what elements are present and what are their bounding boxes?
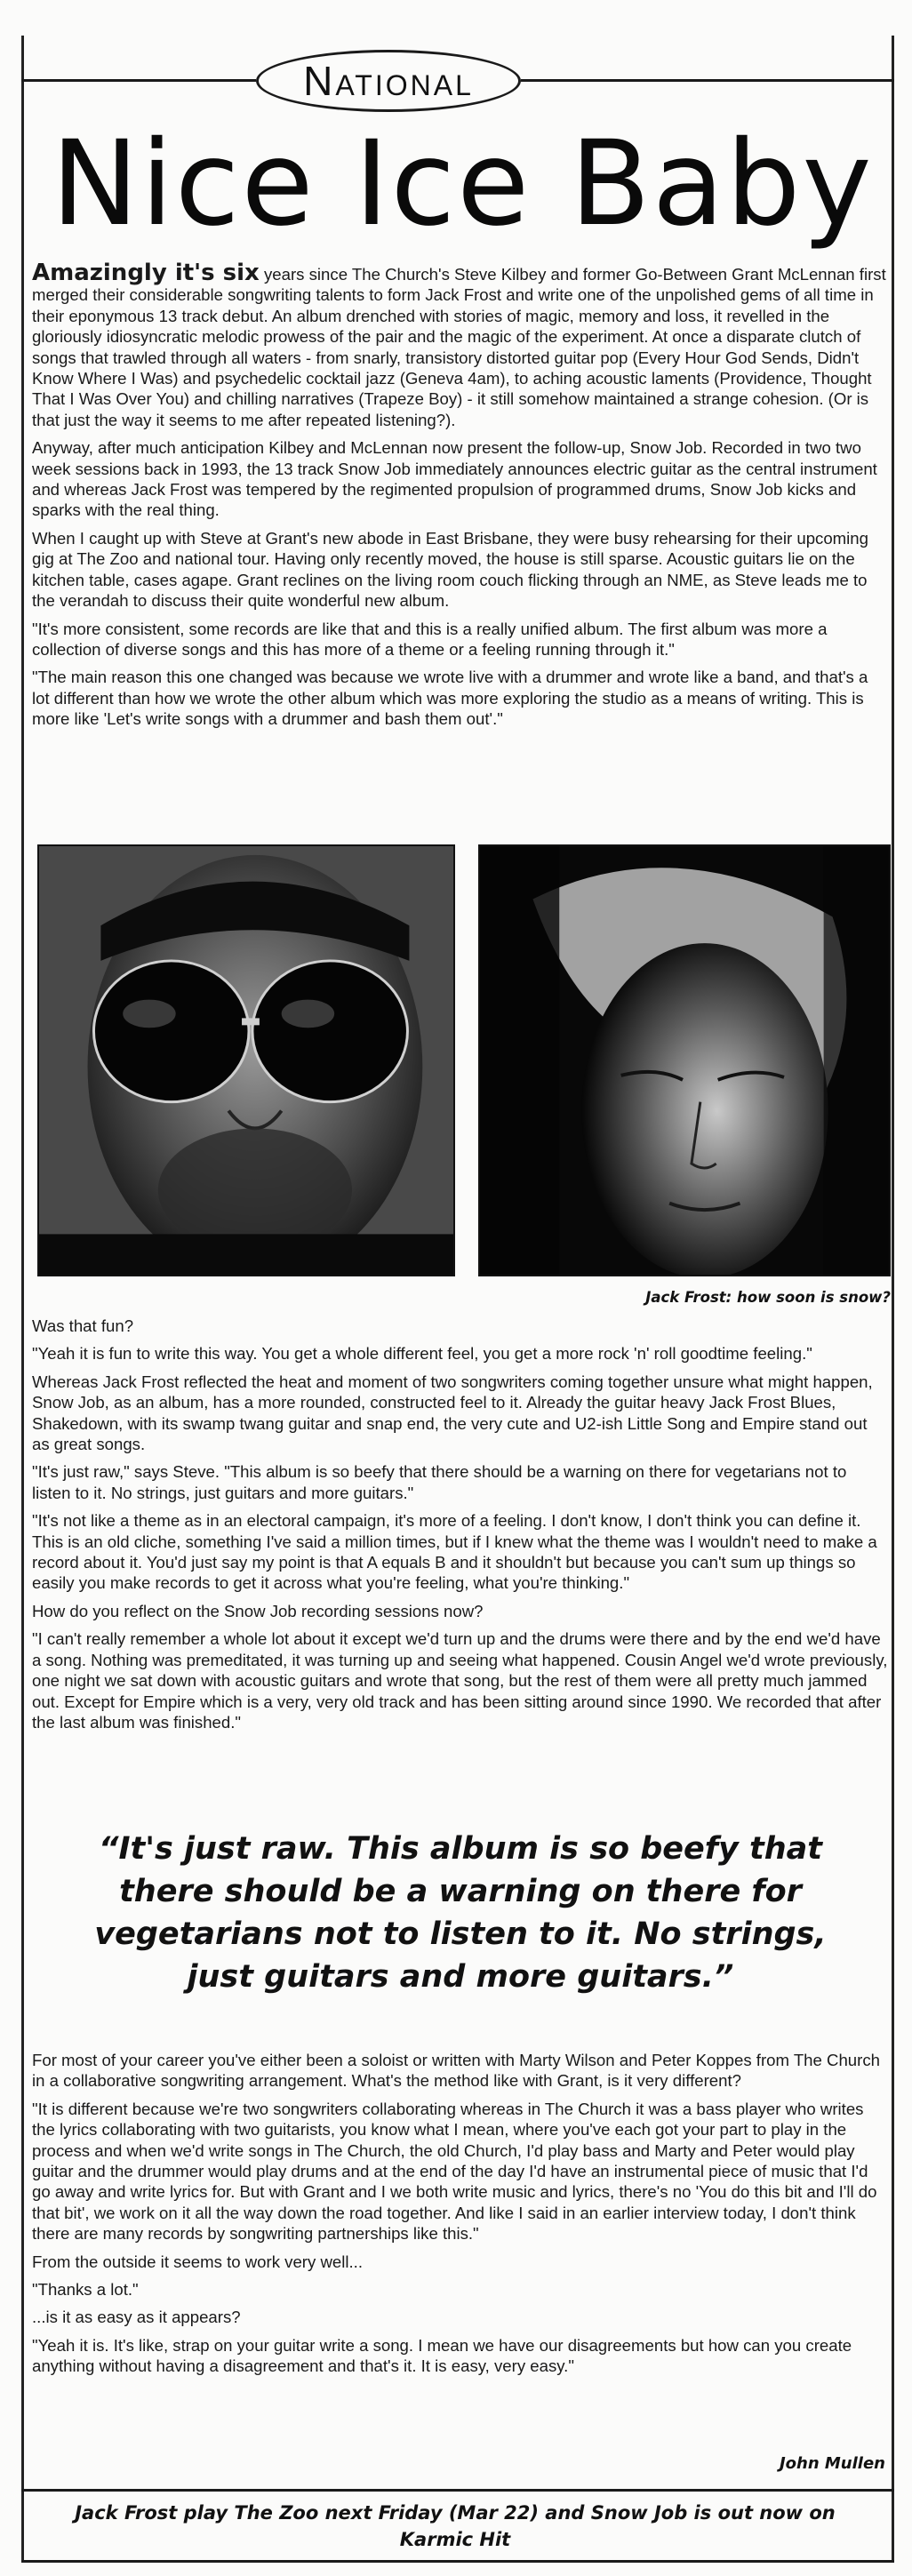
footer-note: Jack Frost play The Zoo next Friday (Mar 22) and Snow Job is out now on Karmic Hit	[75, 2502, 836, 2550]
header-rule-right	[521, 79, 894, 82]
article-paragraph: "Thanks a lot."	[32, 2280, 139, 2300]
article-body-middle	[32, 1316, 889, 1740]
headline: Nice Ice Baby	[51, 116, 874, 252]
intro-text: years since The Church's Steve Kilbey and former Go-Between Grant McLennan first merged their considerable songwriting talents to form Jack Frost and write one of the unpolished gems of all time in their eponymous 13 track debut. An album drenched with stories of magic, memory and loss, it revelled in the gloriously idiosyncratic melodic prowess of the pair and the magic of the experiment. At once a disparate clutch of songs that trawled through all waters - from snarly, transistory distorted guitar pop (Every Hour God Sends, Didn't Know Where I Was) and psychedelic cocktail jazz (Geneva 4am), to aching acoustic laments (Providence, Thought That I Was Over You) and chilling narratives (Trapeze Boy) - it still somehow maintained a strange cohesion. (Or is that just the way it seems to me after repeated listening?).	[32, 265, 886, 429]
photo-steve-kilbey	[37, 844, 455, 1276]
article-paragraph: "Yeah it is. It's like, strap on your guitar write a song. I mean we have our disagreements but how can you create anything without having a disagreement and that's it. It is easy, very easy."	[32, 2335, 852, 2376]
footer-rule-bottom	[21, 2560, 894, 2563]
header-rule-left	[21, 79, 256, 82]
article-paragraph: Whereas Jack Frost reflected the heat and moment of two songwriters coming together unsure what might happen, Snow Job, as an album, has a more rounded, constructed feel to it. Already the guitar heavy Jack Frost Blues, Shakedown, with its swamp twang guitar and snap end, the very cute and U2-ish Little Song and Empire stand out as great songs.	[32, 1372, 873, 1454]
article-body-top	[32, 260, 889, 737]
section-label	[256, 50, 521, 112]
article-paragraph: For most of your career you've either been a soloist or written with Marty Wilson and Peter Koppes from The Church in a collaborative songwriting arrangement. What's the method like with Grant, is it very different?	[32, 2051, 880, 2091]
byline: John Mullen	[779, 2454, 885, 2473]
footer-rule-top	[21, 2489, 894, 2492]
article-paragraph: When I caught up with Steve at Grant's new abode in East Brisbane, they were busy rehearsing for their upcoming gig at The Zoo and national tour. Having only recently moved, the house is still sparse. Acoustic guitars lie on the kitchen table, cases agape. Grant reclines on the living room couch flicking through an NME, as Steve leads me to the verandah to discuss their quite wonderful new album.	[32, 528, 868, 611]
photo-grant-mclennan	[478, 844, 891, 1276]
pull-quote: “It's just raw. This album is so beefy that there should be a warning on there for vegetarians not to listen to it. No strings, just guitars and more guitars.”	[94, 1831, 827, 1995]
intro-paragraph	[32, 260, 889, 430]
article-paragraph: "It's just raw," says Steve. "This album is so beefy that there should be a warning on there for vegetarians not to listen to it. No strings, just guitars and more guitars."	[32, 1462, 847, 1502]
article-paragraph: "The main reason this one changed was because we wrote live with a drummer and wrote like a band, and that's a lot different than how we wrote the other album which was more exploring the studio as a means of writing. This is more like 'Let's write songs with a drummer and bash them out'."	[32, 668, 868, 729]
article-paragraph: "It's more consistent, some records are like that and this is a really unified album. The first album was more a collection of diverse songs and this has more of a theme or a feeling running through it."	[32, 619, 828, 659]
left-border-rule	[21, 36, 24, 2560]
photo-caption: Jack Frost: how soon is snow?	[645, 1289, 891, 1306]
article-body-bottom	[32, 2050, 889, 2384]
article-paragraph: Anyway, after much anticipation Kilbey and McLennan now present the follow-up, Snow Job. Recorded in two two week sessions back in 1993, the 13 track Snow Job immediately announces electric guitar as the central instrument and whereas Jack Frost was tempered by the regimented propulsion of programmed drums, Snow Job kicks and sparks with the real thing.	[32, 438, 877, 520]
article-paragraph: "I can't really remember a whole lot about it except we'd turn up and the drums were there and by the end we'd have a song. Nothing was premeditated, it was turning up and seeing what happened. Cousin Angel we'd wrote previously, one night we sat down with acoustic guitars and wrote that song, but the rest of them were all pretty much jammed out. Except for Empire which is a very, very old track and has been sitting around since 1990. We recorded that after the last album was finished."	[32, 1629, 888, 1732]
article-paragraph: Was that fun?	[32, 1316, 134, 1335]
article-paragraph: "Yeah it is fun to write this way. You get a whole different feel, you get a more rock 'n' roll goodtime feeling."	[32, 1344, 812, 1364]
section-label-text: National	[303, 58, 474, 104]
intro-lead: Amazingly it's six	[32, 260, 260, 286]
article-paragraph: How do you reflect on the Snow Job recording sessions now?	[32, 1601, 484, 1620]
article-paragraph: ...is it as easy as it appears?	[32, 2308, 241, 2327]
article-paragraph: "It's not like a theme as in an electoral campaign, it's more of a feeling. I don't know, I don't think you can define it. This is an old cliche, something I've said a million times, but if I knew what the theme was I wouldn't need to make a record about it. You'd just say my point is that A equals B and it shouldn't but because you can't sum up things so easily you make records to get it across what you're feeling, what you're thinking."	[32, 1511, 877, 1593]
right-border-rule	[892, 36, 894, 2560]
article-paragraph: "It is different because we're two songwriters collaborating whereas in The Church it was a bass player who writes the lyrics collaborating with two guitarists, you know what I mean, where you've each got your part to play in the process and when we'd write songs in The Church, the old Church, I'd play bass and Marty and Peter would play guitar and the drummer would play drums and at the end of the day I'd have an instrumental piece of music that I'd go away and write lyrics for. But with Grant and I we both write music and lyrics, there's no 'You do this bit and I'll do that bit', we work on it all the way down the road together. And like I said in an earlier interview today, I don't think there are many records by songwriting partnerships like this."	[32, 2099, 877, 2244]
article-paragraph: From the outside it seems to work very well...	[32, 2252, 363, 2271]
